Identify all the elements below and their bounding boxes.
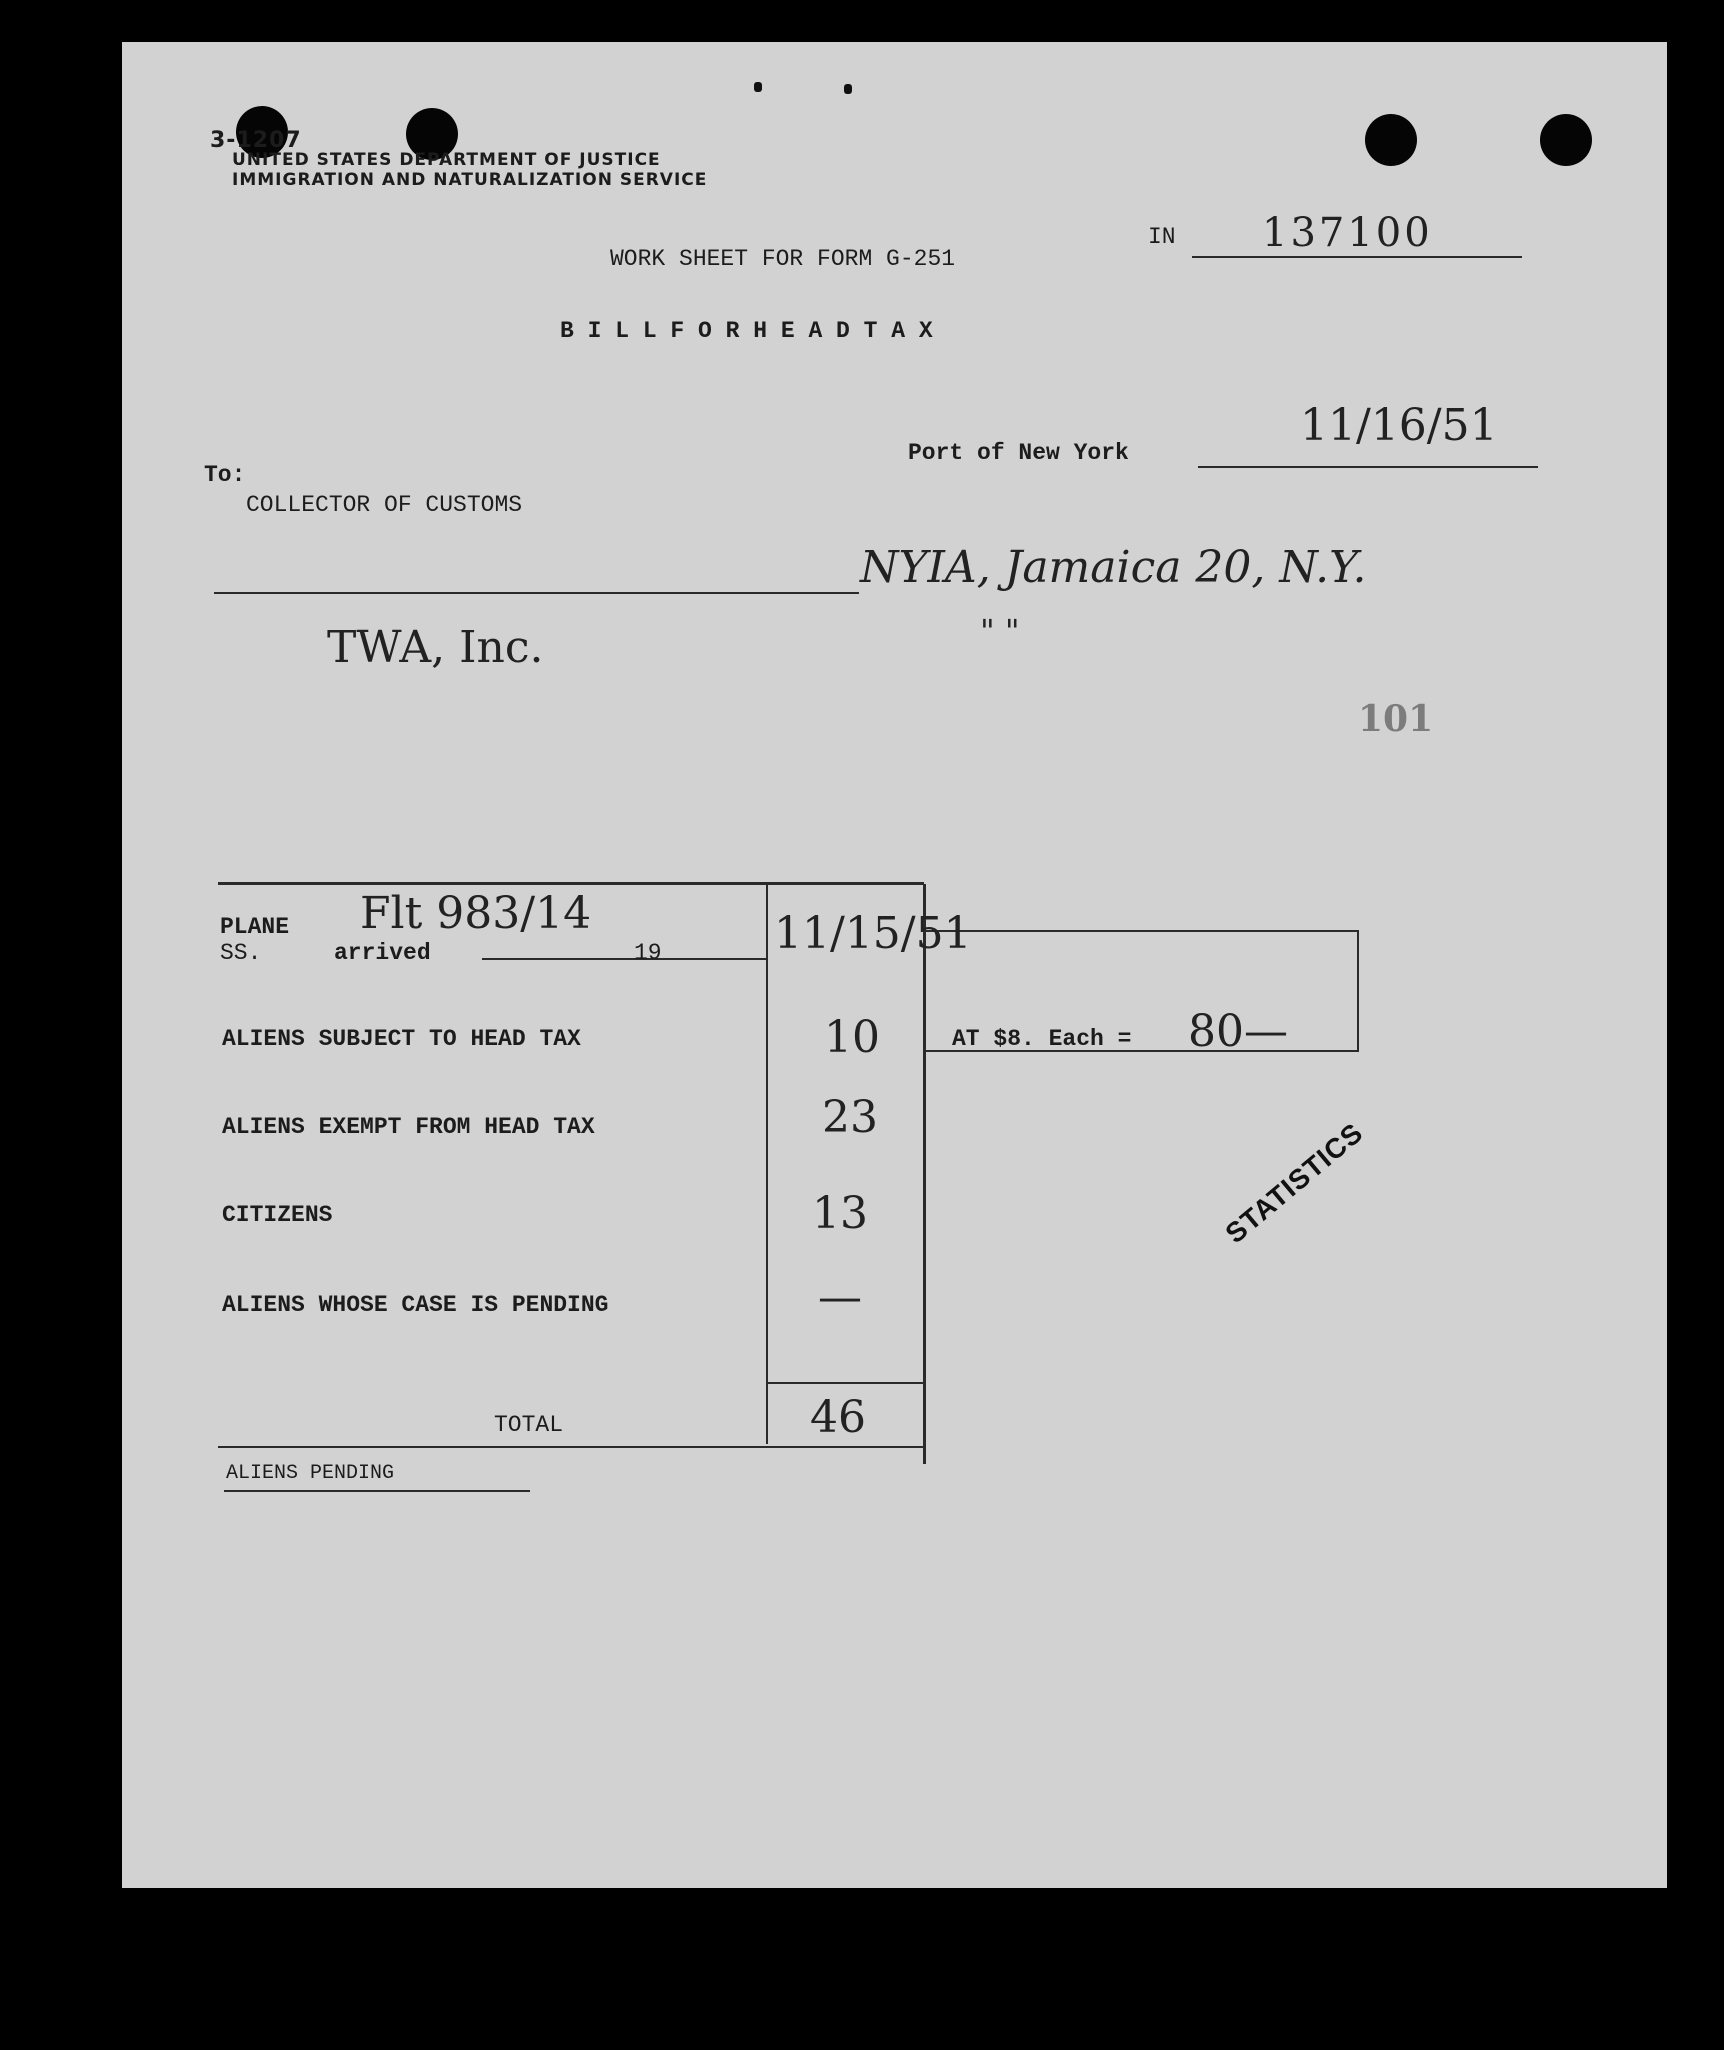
port-date-underline bbox=[1198, 466, 1538, 468]
year-prefix: 19 bbox=[634, 940, 662, 966]
row-label-subject: ALIENS SUBJECT TO HEAD TAX bbox=[222, 1026, 581, 1052]
flight-number: Flt 983/14 bbox=[360, 888, 592, 939]
port-date: 11/16/51 bbox=[1300, 400, 1498, 451]
total-label: TOTAL bbox=[494, 1412, 564, 1438]
total-underline bbox=[218, 1446, 924, 1448]
aliens-pending-label: ALIENS PENDING bbox=[226, 1462, 395, 1485]
table-top-border bbox=[218, 882, 924, 885]
rate-label: AT $8. Each = bbox=[952, 1026, 1132, 1052]
bill-title: B I L L F O R H E A D T A X bbox=[560, 318, 933, 344]
carrier-handwritten: TWA, Inc. bbox=[327, 622, 544, 673]
column-divider-left bbox=[766, 884, 768, 1444]
arrived-label: arrived bbox=[334, 940, 431, 966]
row-label-citizens: CITIZENS bbox=[222, 1202, 333, 1228]
punch-mark bbox=[844, 84, 852, 94]
row-label-exempt: ALIENS EXEMPT FROM HEAD TAX bbox=[222, 1114, 595, 1140]
flight-underline bbox=[482, 958, 766, 960]
rate-box-top bbox=[924, 930, 1358, 932]
row-label-pending: ALIENS WHOSE CASE IS PENDING bbox=[222, 1292, 609, 1318]
department-line: UNITED STATES DEPARTMENT OF JUSTICE bbox=[232, 150, 661, 170]
rate-box-right bbox=[1357, 930, 1359, 1052]
collector-label: COLLECTOR OF CUSTOMS bbox=[246, 492, 523, 518]
statistics-stamp: STATISTICS bbox=[1219, 1116, 1369, 1250]
column-divider-right bbox=[923, 884, 926, 1464]
document-page bbox=[122, 42, 1667, 1888]
plane-label: PLANE bbox=[220, 914, 290, 940]
file-reference: 3-1207 bbox=[210, 128, 302, 153]
total-divider bbox=[768, 1382, 924, 1384]
row-value-subject: 10 bbox=[824, 1012, 880, 1063]
address-line bbox=[214, 592, 859, 594]
service-line: IMMIGRATION AND NATURALIZATION SERVICE bbox=[232, 170, 708, 190]
row-value-pending: — bbox=[818, 1272, 862, 1323]
in-number: 137100 bbox=[1262, 210, 1433, 256]
in-number-underline bbox=[1192, 256, 1522, 258]
total-value: 46 bbox=[810, 1392, 866, 1443]
stamp-number: 101 bbox=[1358, 698, 1434, 740]
rate-amount: 80— bbox=[1188, 1006, 1288, 1057]
form-title: WORK SHEET FOR FORM G-251 bbox=[610, 246, 956, 272]
punch-mark bbox=[754, 82, 762, 92]
punch-hole bbox=[1365, 114, 1417, 166]
row-value-exempt: 23 bbox=[822, 1092, 878, 1143]
ss-label: SS. bbox=[220, 940, 262, 966]
address-handwritten: NYIA, Jamaica 20, N.Y. bbox=[860, 542, 1367, 593]
to-label: To: bbox=[204, 462, 246, 488]
port-label: Port of New York bbox=[908, 440, 1129, 466]
aliens-pending-underline bbox=[224, 1490, 530, 1492]
in-label: IN bbox=[1148, 224, 1176, 250]
ditto-marks: " " bbox=[980, 612, 1020, 650]
arrival-date: 11/15/51 bbox=[774, 908, 972, 959]
row-value-citizens: 13 bbox=[812, 1188, 868, 1239]
punch-hole bbox=[1540, 114, 1592, 166]
